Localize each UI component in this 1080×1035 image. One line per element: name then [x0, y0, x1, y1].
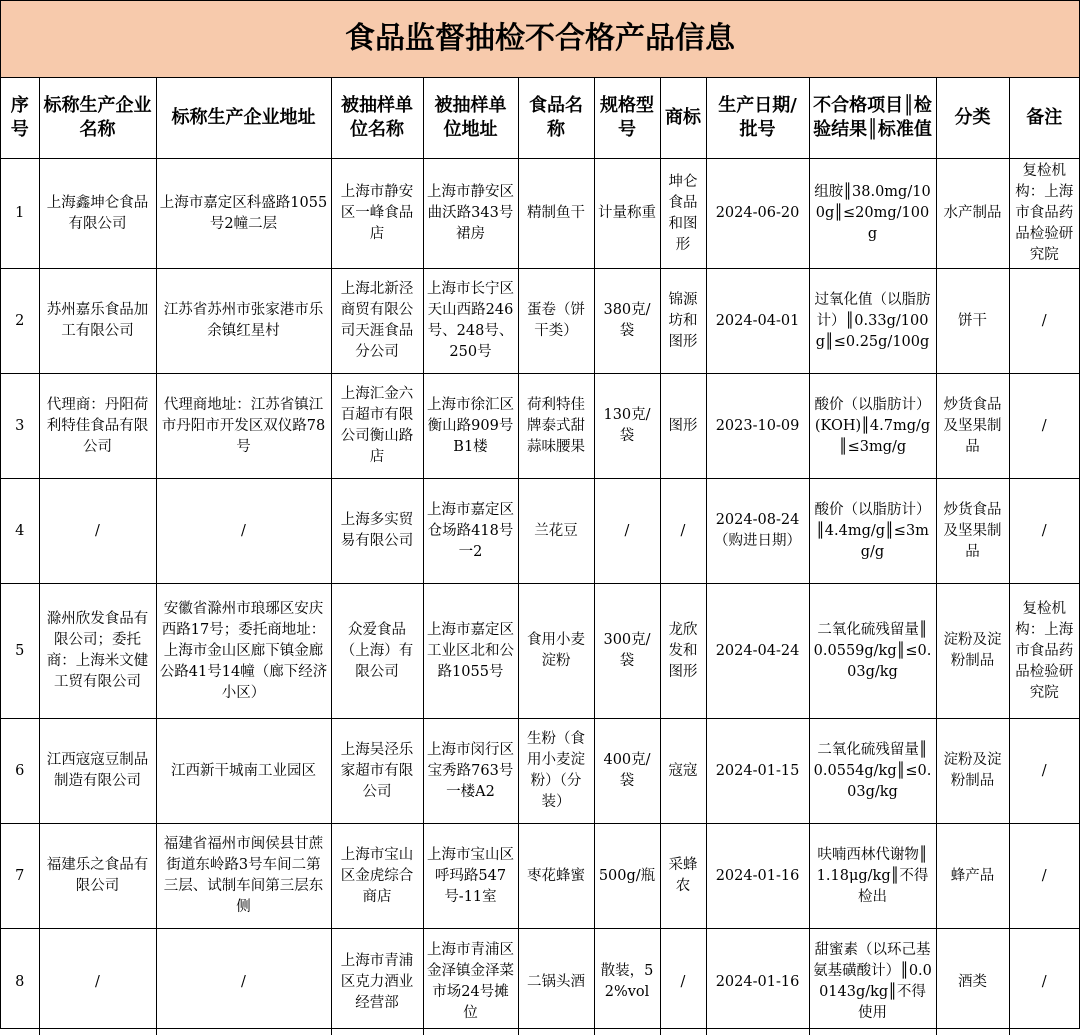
table-row — [1, 159, 1079, 269]
cell-failed-item: 组胺║38.0mg/100g║≤20mg/100g — [809, 159, 936, 269]
cell-category: 酒类 — [936, 929, 1009, 1035]
cell-index: 3 — [1, 374, 39, 479]
cell-failed-item: 酸价（以脂肪计）║4.4mg/g║≤3mg/g — [809, 479, 936, 584]
cell-manufacturer-name: 福建乐之食品有限公司 — [39, 824, 156, 929]
col-header-manufacturer-address: 标称生产企业地址 — [156, 78, 331, 159]
cell-index: 2 — [1, 269, 39, 374]
table-row — [1, 929, 1079, 1035]
cell-failed-item: 二氧化硫残留量║0.0559g/kg║≤0.03g/kg — [809, 584, 936, 719]
cell-manufacturer-name: 江西寇寇豆制品制造有限公司 — [39, 719, 156, 824]
col-header-spec: 规格型号 — [594, 78, 660, 159]
cell-remarks: 复检机构：上海市食品药品检验研究院 — [1009, 584, 1079, 719]
cell-index: 7 — [1, 824, 39, 929]
cell-failed-item: 酸价（以脂肪计）(KOH)║4.7mg/g║≤3mg/g — [809, 374, 936, 479]
cell-manufacturer-address: 江西新干城南工业园区 — [156, 719, 331, 824]
cell-failed-item: 呋喃西林代谢物║1.18μg/kg║不得检出 — [809, 824, 936, 929]
cell-food-name: 蛋卷（饼干类） — [518, 269, 594, 374]
cell-spec: 500g/瓶 — [594, 824, 660, 929]
cell-production-date: 2024-08-24（购进日期） — [706, 479, 809, 584]
cell-failed-item: 甜蜜素（以环己基氨基磺酸计）║0.00143g/kg║不得使用 — [809, 929, 936, 1035]
cell-food-name: 枣花蜂蜜 — [518, 824, 594, 929]
table-row — [1, 374, 1079, 479]
cell-manufacturer-name: 上海鑫坤仑食品有限公司 — [39, 159, 156, 269]
cell-sampled-unit-address: 上海市静安区曲沃路343号裙房 — [423, 159, 518, 269]
col-header-failed-item: 不合格项目║检验结果║标准值 — [809, 78, 936, 159]
cell-index: 1 — [1, 159, 39, 269]
header-row — [1, 78, 1079, 159]
cell-production-date: 2024-01-16 — [706, 929, 809, 1035]
cell-trademark: 锦源坊和图形 — [660, 269, 706, 374]
cell-production-date: 2024-04-01 — [706, 269, 809, 374]
page-title: 食品监督抽检不合格产品信息 — [1, 1, 1079, 78]
table-row — [1, 584, 1079, 719]
cell-trademark: 坤仑食品和图形 — [660, 159, 706, 269]
cell-spec: 130克/袋 — [594, 374, 660, 479]
col-header-remarks: 备注 — [1009, 78, 1079, 159]
cell-spec: 380克/袋 — [594, 269, 660, 374]
cell-sampled-unit-name: 众爱食品（上海）有限公司 — [331, 584, 423, 719]
cell-manufacturer-address: 安徽省滁州市琅琊区安庆西路17号；委托商地址：上海市金山区廊下镇金廊公路41号14幢（廊下经济小区） — [156, 584, 331, 719]
col-header-index: 序号 — [1, 78, 39, 159]
cell-spec: 400克/袋 — [594, 719, 660, 824]
cell-manufacturer-address: / — [156, 929, 331, 1035]
cell-manufacturer-address: 福建省福州市闽侯县甘蔗街道东岭路3号车间二第三层、试制车间第三层东侧 — [156, 824, 331, 929]
cell-trademark: 图形 — [660, 374, 706, 479]
cell-category: 淀粉及淀粉制品 — [936, 584, 1009, 719]
cell-production-date: 2024-01-15 — [706, 719, 809, 824]
cell-trademark: 龙欣发和图形 — [660, 584, 706, 719]
table-row — [1, 269, 1079, 374]
table-row — [1, 824, 1079, 929]
cell-index: 4 — [1, 479, 39, 584]
cell-index: 8 — [1, 929, 39, 1035]
cell-remarks: 复检机构：上海市食品药品检验研究院 — [1009, 159, 1079, 269]
cell-spec: 散装，52%vol — [594, 929, 660, 1035]
cell-manufacturer-address: 上海市嘉定区科盛路1055号2幢二层 — [156, 159, 331, 269]
col-header-manufacturer-name: 标称生产企业名称 — [39, 78, 156, 159]
cell-manufacturer-name: 苏州嘉乐食品加工有限公司 — [39, 269, 156, 374]
cell-production-date: 2024-01-16 — [706, 824, 809, 929]
cell-category: 蜂产品 — [936, 824, 1009, 929]
cell-manufacturer-address: / — [156, 479, 331, 584]
col-header-category: 分类 — [936, 78, 1009, 159]
cell-remarks: / — [1009, 719, 1079, 824]
cell-trademark: 寇寇 — [660, 719, 706, 824]
cell-remarks: / — [1009, 374, 1079, 479]
cell-category: 炒货食品及坚果制品 — [936, 479, 1009, 584]
cell-remarks: / — [1009, 824, 1079, 929]
cell-sampled-unit-address: 上海市闵行区宝秀路763号一楼A2 — [423, 719, 518, 824]
cell-remarks: / — [1009, 479, 1079, 584]
table-row — [1, 479, 1079, 584]
cell-trademark: / — [660, 479, 706, 584]
cell-manufacturer-address: 代理商地址：江苏省镇江市丹阳市开发区双仪路78号 — [156, 374, 331, 479]
cell-category: 炒货食品及坚果制品 — [936, 374, 1009, 479]
cell-sampled-unit-name: 上海吴泾乐家超市有限公司 — [331, 719, 423, 824]
col-header-food-name: 食品名称 — [518, 78, 594, 159]
cell-spec: 300克/袋 — [594, 584, 660, 719]
cell-index: 5 — [1, 584, 39, 719]
cell-manufacturer-name: / — [39, 929, 156, 1035]
cell-spec: 计量称重 — [594, 159, 660, 269]
col-header-production-date: 生产日期/批号 — [706, 78, 809, 159]
cell-sampled-unit-name: 上海市青浦区克力酒业经营部 — [331, 929, 423, 1035]
col-header-sampled-unit-address: 被抽样单位地址 — [423, 78, 518, 159]
cell-food-name: 精制鱼干 — [518, 159, 594, 269]
cell-sampled-unit-address: 上海市嘉定区工业区北和公路1055号 — [423, 584, 518, 719]
cell-sampled-unit-address: 上海市长宁区天山西路246号、248号、250号 — [423, 269, 518, 374]
cell-failed-item: 二氧化硫残留量║0.0554g/kg║≤0.03g/kg — [809, 719, 936, 824]
col-header-trademark: 商标 — [660, 78, 706, 159]
cell-production-date: 2024-06-20 — [706, 159, 809, 269]
cell-food-name: 生粉（食用小麦淀粉）（分装） — [518, 719, 594, 824]
cell-category: 饼干 — [936, 269, 1009, 374]
table-row — [1, 719, 1079, 824]
cell-category: 淀粉及淀粉制品 — [936, 719, 1009, 824]
cell-manufacturer-name: / — [39, 479, 156, 584]
cell-failed-item: 过氧化值（以脂肪计）║0.33g/100g║≤0.25g/100g — [809, 269, 936, 374]
cell-category: 水产制品 — [936, 159, 1009, 269]
cell-manufacturer-name: 滁州欣发食品有限公司；委托商：上海米文健工贸有限公司 — [39, 584, 156, 719]
cell-sampled-unit-address: 上海市宝山区呼玛路547号-11室 — [423, 824, 518, 929]
cell-sampled-unit-address: 上海市青浦区金泽镇金泽菜市场24号摊位 — [423, 929, 518, 1035]
cell-production-date: 2023-10-09 — [706, 374, 809, 479]
col-header-sampled-unit-name: 被抽样单位名称 — [331, 78, 423, 159]
cell-spec: / — [594, 479, 660, 584]
cell-manufacturer-address: 江苏省苏州市张家港市乐余镇红星村 — [156, 269, 331, 374]
cell-food-name: 兰花豆 — [518, 479, 594, 584]
cell-remarks: / — [1009, 929, 1079, 1035]
cell-sampled-unit-name: 上海汇金六百超市有限公司衡山路店 — [331, 374, 423, 479]
cell-food-name: 二锅头酒 — [518, 929, 594, 1035]
cell-food-name: 食用小麦淀粉 — [518, 584, 594, 719]
cell-sampled-unit-name: 上海多实贸易有限公司 — [331, 479, 423, 584]
cell-index: 6 — [1, 719, 39, 824]
results-table — [1, 78, 1079, 1035]
cell-sampled-unit-name: 上海北新泾商贸有限公司天涯食品分公司 — [331, 269, 423, 374]
cell-sampled-unit-address: 上海市徐汇区衡山路909号B1楼 — [423, 374, 518, 479]
cell-trademark: 采蜂农 — [660, 824, 706, 929]
cell-sampled-unit-address: 上海市嘉定区仓场路418号一2 — [423, 479, 518, 584]
cell-production-date: 2024-04-24 — [706, 584, 809, 719]
cell-sampled-unit-name: 上海市宝山区金虎综合商店 — [331, 824, 423, 929]
cell-food-name: 荷利特佳牌泰式甜蒜味腰果 — [518, 374, 594, 479]
cell-trademark: / — [660, 929, 706, 1035]
cell-remarks: / — [1009, 269, 1079, 374]
cell-manufacturer-name: 代理商：丹阳荷利特佳食品有限公司 — [39, 374, 156, 479]
cell-sampled-unit-name: 上海市静安区一峰食品店 — [331, 159, 423, 269]
